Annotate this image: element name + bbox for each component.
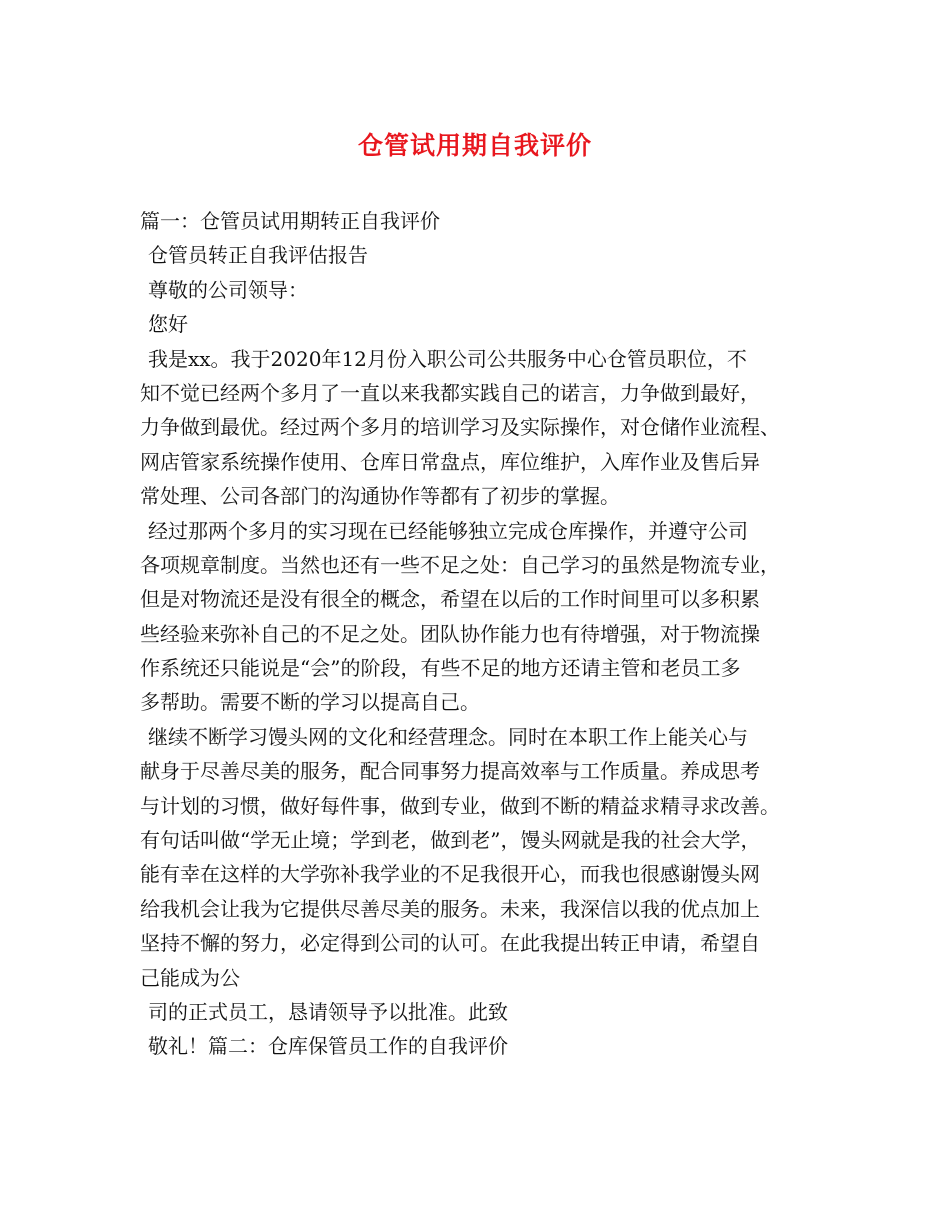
text-line: 些经验来弥补自己的不足之处。团队协作能力也有待增强，对于物流操 bbox=[140, 621, 760, 646]
text-line: 经过那两个多月的实习现在已经能够独立完成仓库操作，并遵守公司 bbox=[148, 518, 748, 543]
text-line: 尊敬的公司领导： bbox=[148, 277, 308, 302]
text-line: 网店管家系统操作使用、仓库日常盘点，库位维护，入库作业及售后异 bbox=[140, 449, 760, 474]
text-line: 给我机会让我为它提供尽善尽美的服务。未来，我深信以我的优点加上 bbox=[140, 896, 760, 921]
text-line: 篇一：仓管员试用期转正自我评价 bbox=[140, 209, 440, 233]
text-line: 有句话叫做“学无止境；学到老，做到老”，馒头网就是我的社会大学， bbox=[140, 828, 761, 853]
text-line: 但是对物流还是没有很全的概念，希望在以后的工作时间里可以多积累 bbox=[140, 587, 760, 612]
text-line: 常处理、公司各部门的沟通协作等都有了初步的掌握。 bbox=[140, 484, 620, 509]
text-line: 我是xx。我于2020年12月份入职公司公共服务中心仓管员职位，不 bbox=[148, 346, 747, 371]
document-title: 仓管试用期自我评价 bbox=[357, 131, 592, 160]
document-body bbox=[140, 204, 820, 1064]
text-line: 各项规章制度。当然也还有一些不足之处：自己学习的虽然是物流专业， bbox=[140, 552, 780, 577]
text-line: 力争做到最优。经过两个多月的培训学习及实际操作，对仓储作业流程、 bbox=[140, 415, 780, 440]
text-line: 仓管员转正自我评估报告 bbox=[148, 243, 368, 268]
text-line: 司的正式员工，恳请领导予以批准。此致 bbox=[148, 999, 508, 1024]
text-line: 您好 bbox=[148, 312, 188, 337]
text-line: 献身于尽善尽美的服务，配合同事努力提高效率与工作质量。养成思考 bbox=[140, 759, 760, 784]
text-line: 能有幸在这样的大学弥补我学业的不足我很开心，而我也很感谢馒头网 bbox=[140, 862, 760, 887]
text-line: 坚持不懈的努力，必定得到公司的认可。在此我提出转正申请，希望自 bbox=[140, 931, 760, 956]
text-line: 己能成为公 bbox=[140, 965, 240, 990]
text-line: 敬礼！篇二：仓库保管员工作的自我评价 bbox=[148, 1034, 508, 1059]
text-line: 继续不断学习馒头网的文化和经营理念。同时在本职工作上能关心与 bbox=[148, 724, 748, 749]
text-line: 知不觉已经两个多月了一直以来我都实践自己的诺言，力争做到最好， bbox=[140, 380, 760, 405]
text-line: 作系统还只能说是“会”的阶段，有些不足的地方还请主管和老员工多 bbox=[140, 656, 741, 681]
text-line: 与计划的习惯，做好每件事，做到专业，做到不断的精益求精寻求改善。 bbox=[140, 793, 780, 818]
text-line: 多帮助。需要不断的学习以提高自己。 bbox=[140, 690, 480, 715]
